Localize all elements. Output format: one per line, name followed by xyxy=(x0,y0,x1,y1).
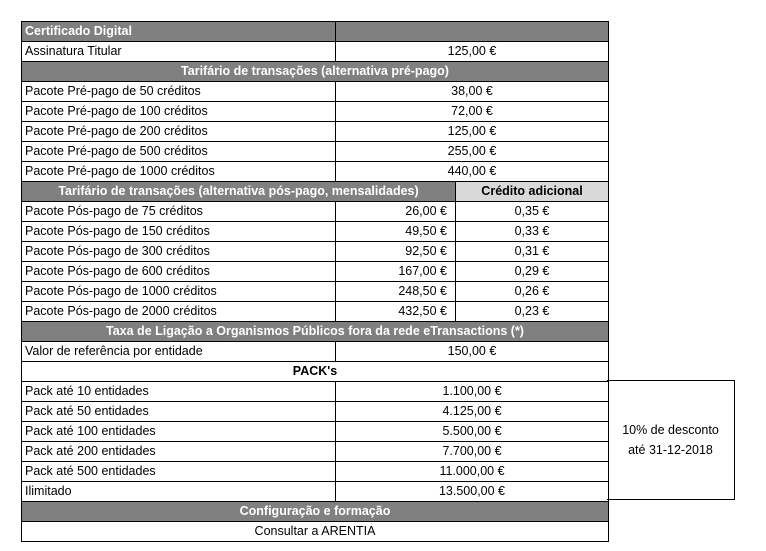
packs-header-row xyxy=(22,362,609,382)
table-row xyxy=(22,142,609,162)
row-credit: 0,29 € xyxy=(456,262,609,282)
row-value: 125,00 € xyxy=(336,122,609,142)
table-row xyxy=(22,522,609,542)
row-label: Pack até 10 entidades xyxy=(22,382,336,402)
row-label: Pacote Pós-pago de 75 créditos xyxy=(22,202,336,222)
row-label: Pacote Pós-pago de 1000 créditos xyxy=(22,282,336,302)
config-header-row xyxy=(22,502,609,522)
certificado-header-row xyxy=(22,22,609,42)
row-value: 11.000,00 € xyxy=(336,462,609,482)
table-row xyxy=(22,442,609,462)
row-label: Pacote Pré-pago de 1000 créditos xyxy=(22,162,336,182)
row-label: Pacote Pré-pago de 100 créditos xyxy=(22,102,336,122)
table-row xyxy=(22,262,609,282)
table-row xyxy=(22,42,609,62)
table-row xyxy=(22,342,609,362)
row-value: 432,50 € xyxy=(336,302,456,322)
table-row xyxy=(22,82,609,102)
row-label: Pacote Pós-pago de 600 créditos xyxy=(22,262,336,282)
config-value: Consultar a ARENTIA xyxy=(22,522,609,542)
table-row xyxy=(22,122,609,142)
config-header: Configuração e formação xyxy=(22,502,609,522)
certificado-header-empty xyxy=(336,22,609,42)
discount-note xyxy=(607,380,735,500)
discount-line-2: até 31-12-2018 xyxy=(628,443,713,457)
row-label: Pacote Pós-pago de 2000 créditos xyxy=(22,302,336,322)
table-row xyxy=(22,102,609,122)
row-value: 72,00 € xyxy=(336,102,609,122)
row-label: Pacote Pré-pago de 50 créditos xyxy=(22,82,336,102)
table-row xyxy=(22,462,609,482)
table-row xyxy=(22,242,609,262)
pos-pago-header: Tarifário de transações (alternativa pós-pago, mensalidades) xyxy=(22,182,456,202)
row-label: Pacote Pré-pago de 500 créditos xyxy=(22,142,336,162)
row-value: 26,00 € xyxy=(336,202,456,222)
row-credit: 0,26 € xyxy=(456,282,609,302)
row-credit: 0,35 € xyxy=(456,202,609,222)
table-row xyxy=(22,422,609,442)
table-row xyxy=(22,222,609,242)
row-label: Pacote Pós-pago de 300 créditos xyxy=(22,242,336,262)
row-label: Ilimitado xyxy=(22,482,336,502)
pos-pago-header-row xyxy=(22,182,609,202)
row-value: 1.100,00 € xyxy=(336,382,609,402)
table-row xyxy=(22,382,609,402)
row-value: 167,00 € xyxy=(336,262,456,282)
row-value: 49,50 € xyxy=(336,222,456,242)
row-value: 125,00 € xyxy=(336,42,609,62)
row-label: Valor de referência por entidade xyxy=(22,342,336,362)
discount-line-1: 10% de desconto xyxy=(622,423,719,437)
row-label: Pack até 50 entidades xyxy=(22,402,336,422)
pricing-table xyxy=(21,21,609,542)
table-row xyxy=(22,162,609,182)
taxa-header: Taxa de Ligação a Organismos Públicos fora da rede eTransactions (*) xyxy=(22,322,609,342)
taxa-header-row xyxy=(22,322,609,342)
table-row xyxy=(22,482,609,502)
row-value: 440,00 € xyxy=(336,162,609,182)
row-credit: 0,31 € xyxy=(456,242,609,262)
row-value: 92,50 € xyxy=(336,242,456,262)
row-value: 13.500,00 € xyxy=(336,482,609,502)
row-value: 5.500,00 € xyxy=(336,422,609,442)
certificado-header: Certificado Digital xyxy=(22,22,336,42)
row-value: 7.700,00 € xyxy=(336,442,609,462)
row-value: 150,00 € xyxy=(336,342,609,362)
pre-pago-header: Tarifário de transações (alternativa pré-pago) xyxy=(22,62,609,82)
row-value: 248,50 € xyxy=(336,282,456,302)
row-credit: 0,33 € xyxy=(456,222,609,242)
row-label: Pacote Pós-pago de 150 créditos xyxy=(22,222,336,242)
row-label: Pack até 500 entidades xyxy=(22,462,336,482)
pre-pago-header-row xyxy=(22,62,609,82)
row-label: Pack até 100 entidades xyxy=(22,422,336,442)
table-row xyxy=(22,282,609,302)
row-credit: 0,23 € xyxy=(456,302,609,322)
table-row xyxy=(22,402,609,422)
table-row xyxy=(22,302,609,322)
packs-header: PACK's xyxy=(22,362,609,382)
credito-adicional-header: Crédito adicional xyxy=(456,182,609,202)
table-row xyxy=(22,202,609,222)
row-value: 4.125,00 € xyxy=(336,402,609,422)
row-value: 255,00 € xyxy=(336,142,609,162)
row-value: 38,00 € xyxy=(336,82,609,102)
row-label: Pacote Pré-pago de 200 créditos xyxy=(22,122,336,142)
row-label: Pack até 200 entidades xyxy=(22,442,336,462)
row-label: Assinatura Titular xyxy=(22,42,336,62)
